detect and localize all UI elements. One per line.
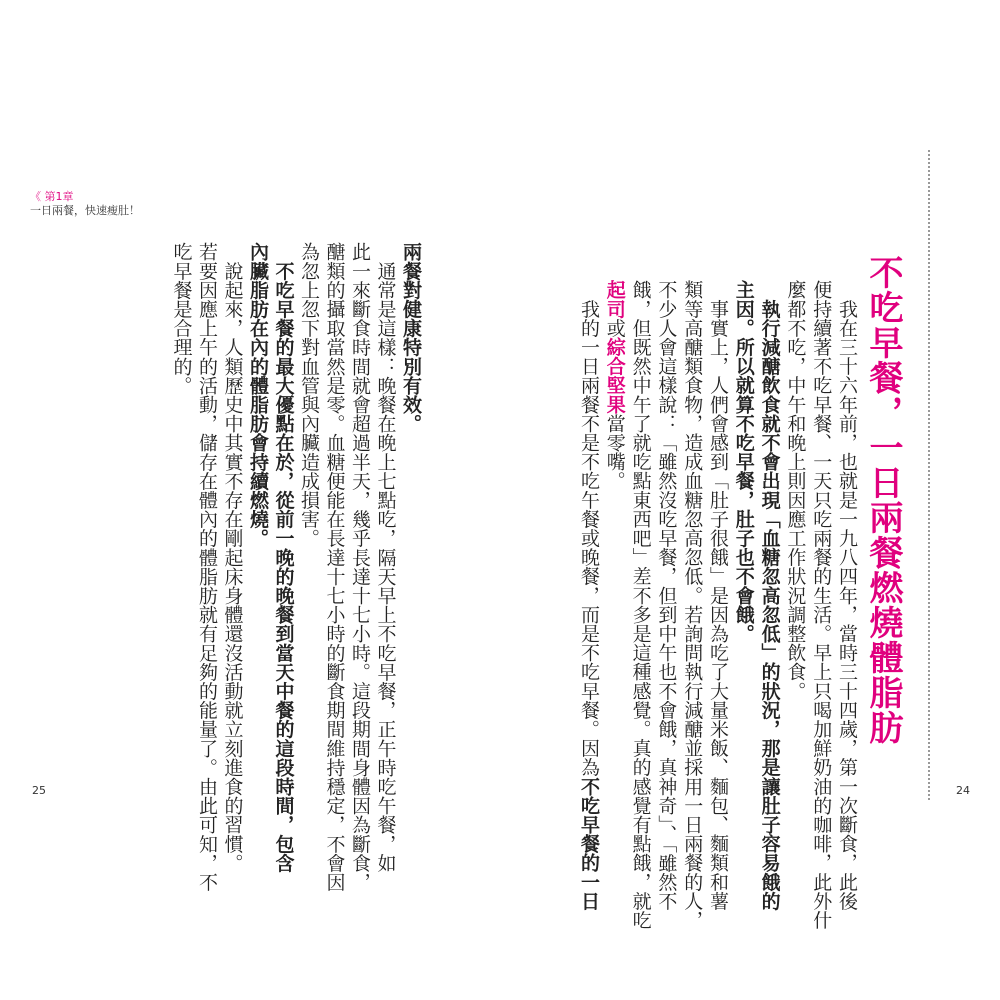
text-column bbox=[172, 242, 191, 395]
text-column bbox=[631, 280, 650, 929]
text-column bbox=[299, 242, 318, 548]
text-column bbox=[760, 280, 779, 910]
text-segment: 麼都不吃，中午和晚上則因應工作狀況調整飲食。 bbox=[784, 280, 807, 701]
text-segment: 餓，但既然中午了就吃點東西吧」差不多是這種感覺。真的感覺有點餓，就吃 bbox=[629, 280, 652, 930]
text-column bbox=[248, 242, 267, 548]
text-segment: 吃早餐是合理的。 bbox=[170, 242, 193, 395]
text-segment: 便持續著不吃早餐、一天只吃兩餐的生活。早上只喝加鮮奶油的咖啡，此外什 bbox=[810, 280, 833, 930]
text-segment: 事實上，人們會感到「肚子很餓」是因為吃了大量米飯、麵包、麵類和薯 bbox=[707, 280, 729, 911]
text-column bbox=[708, 280, 727, 910]
text-column bbox=[376, 242, 395, 872]
text-column bbox=[197, 242, 216, 891]
text-column bbox=[810, 280, 833, 930]
highlight-text: 綜合堅果 bbox=[603, 337, 626, 414]
bold-text: 主因。所以就算不吃早餐，肚子也不會餓。 bbox=[732, 280, 755, 643]
highlight-text: 起司 bbox=[603, 280, 626, 319]
text-column bbox=[579, 280, 598, 910]
text-segment: 我的一日兩餐不是不吃午餐或晚餐，而是不吃早餐。因為 bbox=[578, 280, 600, 777]
text-column bbox=[274, 242, 293, 872]
text-segment: 說起來，人類歷史中其實不存在剛起床身體還沒活動就立刻進食的習慣。 bbox=[221, 242, 244, 873]
bold-text: 執行減醣飲食就不會出現「血糖忽高忽低」的狀況，那是讓肚子容易餓的 bbox=[758, 280, 781, 911]
text-segment: 類等高醣類食物，造成血糖忽高忽低。若詢問執行減醣並採用一日兩餐的人， bbox=[681, 280, 704, 930]
text-segment: 通常是這樣：晚餐在晚上七點吃，隔天早上不吃早餐，正午時吃午餐，如 bbox=[374, 242, 397, 873]
text-column bbox=[784, 280, 807, 701]
text-column bbox=[401, 242, 420, 433]
bold-text: 內臟脂肪在內的體脂肪會持續燃燒。 bbox=[247, 242, 269, 548]
dotted-divider bbox=[928, 150, 930, 800]
text-column bbox=[655, 280, 678, 911]
text-segment: 醣類的攝取當然是零。血糖便能在長達十七小時的斷食期間維持穩定，不會因 bbox=[323, 242, 346, 892]
text-column bbox=[681, 280, 704, 930]
page-title: 不吃早餐，一日兩餐燃燒體脂肪 bbox=[863, 255, 903, 745]
text-segment: 當零嘴。 bbox=[603, 413, 626, 491]
text-segment: 不少人會這樣說：「雖然沒吃早餐，但到中午也不會餓，真神奇」、「雖然不 bbox=[655, 280, 678, 911]
text-segment: 若要因應上午的活動，儲存在體內的體脂肪就有足夠的能量了。由此可知，不 bbox=[196, 242, 218, 892]
text-column bbox=[350, 242, 369, 891]
text-segment: 為忽上忽下對血管與內臟造成損害。 bbox=[298, 242, 320, 548]
page-number-left: 25 bbox=[32, 784, 46, 797]
text-segment: 我在三十六年前，也就是一九八四年，當時三十四歲，第一次斷食，此後 bbox=[836, 280, 858, 911]
text-column bbox=[837, 280, 856, 910]
text-column bbox=[734, 280, 753, 643]
text-column bbox=[223, 242, 242, 872]
bold-text: 不吃早餐的一日 bbox=[578, 776, 600, 911]
chapter-subtitle: 一日兩餐，快速瘦肚！ bbox=[30, 204, 140, 217]
page-number-right: 24 bbox=[956, 784, 970, 797]
chapter-header bbox=[30, 190, 140, 218]
text-column bbox=[325, 242, 344, 891]
text-segment: 或 bbox=[603, 318, 626, 338]
text-column bbox=[605, 280, 624, 490]
text-segment: 此一來斷食時間就會超過半天，幾乎長達十七小時。這段期間身體因為斷食， bbox=[349, 242, 371, 892]
chapter-number: 《 第1章 bbox=[30, 190, 74, 203]
bold-text: 不吃早餐的最大優點在於，從前一晚的晚餐到當天中餐的這段時間，包含 bbox=[272, 242, 295, 873]
bold-text: 兩餐對健康特別有效。 bbox=[400, 242, 422, 433]
